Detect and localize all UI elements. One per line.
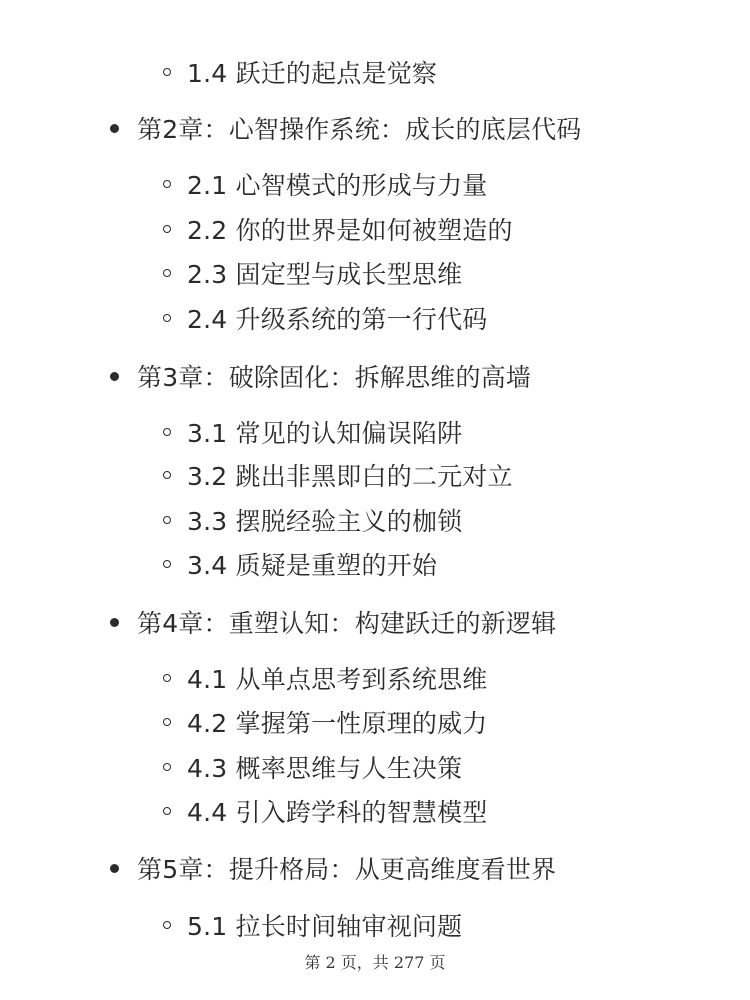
section-title: 1.4 跃迁的起点是觉察 (187, 59, 438, 88)
section-title: 4.2 掌握第一性原理的威力 (187, 709, 488, 738)
chapter-title: 第4章：重塑认知：构建跃迁的新逻辑 (137, 609, 557, 638)
section-title: 3.3 摆脱经验主义的枷锁 (187, 507, 463, 536)
section-item[interactable] (163, 455, 513, 495)
filled-bullet-icon (110, 864, 119, 873)
hollow-bullet-icon (163, 516, 171, 524)
section-item[interactable] (163, 164, 488, 204)
section-item[interactable] (163, 52, 437, 92)
section-title: 3.1 常见的认知偏误陷阱 (187, 419, 463, 448)
section-title: 2.1 心智模式的形成与力量 (187, 171, 488, 200)
section-title: 4.4 引入跨学科的智慧模型 (187, 798, 488, 827)
chapter-item[interactable] (110, 108, 582, 148)
chapter-title: 第5章：提升格局：从更高维度看世界 (137, 855, 557, 884)
hollow-bullet-icon (163, 428, 171, 436)
hollow-bullet-icon (163, 763, 171, 771)
hollow-bullet-icon (163, 718, 171, 726)
section-title: 4.3 概率思维与人生决策 (187, 754, 463, 783)
section-title: 3.2 跳出非黑即白的二元对立 (187, 462, 513, 491)
chapter-title: 第3章：破除固化：拆解思维的高墙 (137, 363, 532, 392)
section-item[interactable] (163, 791, 488, 831)
section-item[interactable] (163, 905, 462, 945)
hollow-bullet-icon (163, 269, 171, 277)
chapter-item[interactable] (110, 848, 556, 888)
hollow-bullet-icon (163, 674, 171, 682)
page-footer: 第 2 页，共 277 页 (304, 953, 446, 972)
hollow-bullet-icon (163, 225, 171, 233)
filled-bullet-icon (110, 618, 119, 627)
chapter-item[interactable] (110, 602, 556, 642)
section-title: 4.1 从单点思考到系统思维 (187, 665, 488, 694)
hollow-bullet-icon (163, 314, 171, 322)
chapter-title: 第2章：心智操作系统：成长的底层代码 (137, 115, 582, 144)
section-item[interactable] (163, 658, 488, 698)
hollow-bullet-icon (163, 180, 171, 188)
section-title: 2.3 固定型与成长型思维 (187, 260, 463, 289)
hollow-bullet-icon (163, 921, 171, 929)
chapter-item[interactable] (110, 356, 531, 396)
section-title: 3.4 质疑是重塑的开始 (187, 551, 438, 580)
section-title: 2.2 你的世界是如何被塑造的 (187, 216, 513, 245)
section-item[interactable] (163, 747, 462, 787)
section-title: 2.4 升级系统的第一行代码 (187, 305, 488, 334)
filled-bullet-icon (110, 124, 119, 133)
section-item[interactable] (163, 209, 513, 249)
section-item[interactable] (163, 544, 437, 584)
section-item[interactable] (163, 253, 462, 293)
hollow-bullet-icon (163, 471, 171, 479)
hollow-bullet-icon (163, 68, 171, 76)
section-item[interactable] (163, 702, 488, 742)
section-item[interactable] (163, 500, 462, 540)
section-item[interactable] (163, 298, 488, 338)
filled-bullet-icon (110, 372, 119, 381)
section-title: 5.1 拉长时间轴审视问题 (187, 912, 463, 941)
section-item[interactable] (163, 412, 462, 452)
hollow-bullet-icon (163, 807, 171, 815)
hollow-bullet-icon (163, 560, 171, 568)
